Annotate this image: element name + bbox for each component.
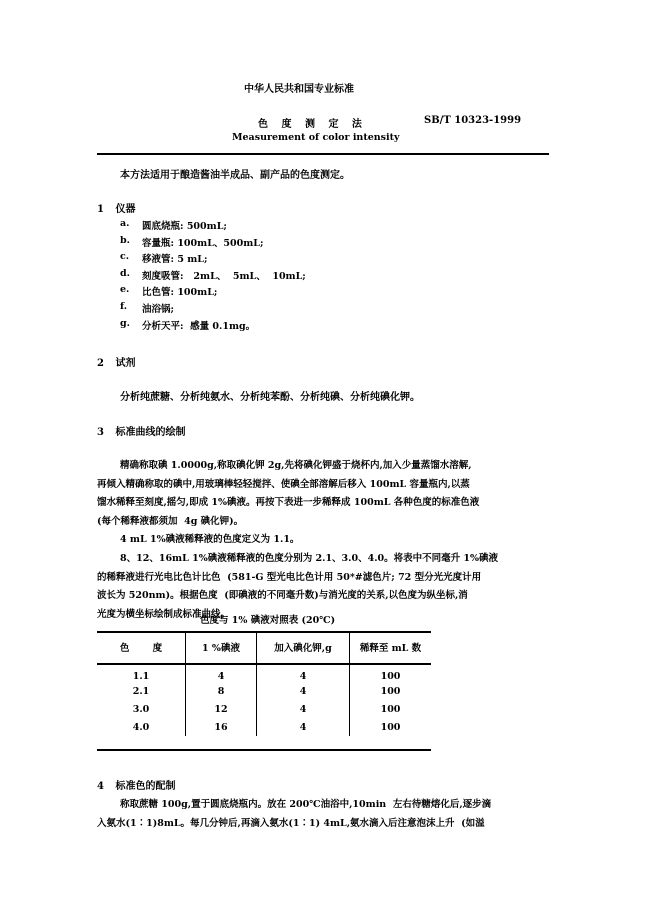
table-cell: 1.1 <box>132 671 150 682</box>
table-cell: 16 <box>186 718 257 736</box>
table-cell: 3.0 <box>132 703 150 715</box>
instrument-item-text: 容量瓶: 100mL、500mL; <box>142 237 264 249</box>
paragraph-line: 再倾入精确称取的碘中,用玻璃棒轻轻搅拌、使碘全部溶解后移入 100mL 容量瓶内,以蒸 <box>97 478 470 490</box>
section-title: 标准色的配制 <box>115 781 176 792</box>
section-heading-2 <box>97 354 135 369</box>
table-cell: 4 <box>186 663 257 682</box>
english-title: Measurement of color intensity <box>232 132 400 143</box>
table-cell: 4 <box>257 718 350 736</box>
paragraph-line: 8、12、16mL 1%碘液稀释液的色度分别为 2.1、3.0、4.0。将表中不同毫升 1%碘液 <box>120 553 499 564</box>
paragraph-line: 称取蔗糖 100g,置于圆底烧瓶内。放在 200℃油浴中,10min 左右待糖熔化后,逐步滴 <box>120 799 492 810</box>
instrument-item-mark: e. <box>120 284 130 296</box>
table-cell: 2.1 <box>132 685 150 697</box>
instrument-item-mark: d. <box>120 267 130 279</box>
table-row <box>97 663 431 682</box>
section-heading-3 <box>97 423 185 438</box>
table-caption: 色度与 1% 碘液对照表 (20℃) <box>200 615 336 626</box>
table-header-rule <box>97 663 431 665</box>
instrument-item-mark: c. <box>120 251 130 263</box>
paragraph-line: 波长为 520nm)。根据色度 (即碘液的不同毫升数)与消光度的关系,以色度为纵坐标,消 <box>97 590 468 602</box>
header-rule <box>97 153 549 155</box>
scope-statement: 本方法适用于酿造酱油半成品、副产品的色度测定。 <box>120 170 350 181</box>
table-cell: 100 <box>350 718 432 736</box>
table-header-row <box>97 631 431 663</box>
table-row <box>97 682 431 700</box>
instrument-item-text: 比色管: 100mL; <box>142 287 218 299</box>
document-title: 色 度 测 定 法 <box>258 119 367 130</box>
table-cell: 4 <box>257 682 350 700</box>
section-number: 2 <box>97 358 104 369</box>
header-color-intensity: 色 度 <box>119 643 163 654</box>
section-number: 3 <box>97 427 104 438</box>
section-heading-4 <box>97 777 175 792</box>
reagent-list: 分析纯蔗糖、分析纯氨水、分析纯苯酚、分析纯碘、分析纯碘化钾。 <box>120 392 420 403</box>
instrument-item-mark: f. <box>120 301 128 312</box>
instrument-item-text: 圆底烧瓶: 500mL; <box>142 221 227 232</box>
table-row <box>97 718 431 736</box>
table-bottom-rule <box>97 749 431 751</box>
section-number: 4 <box>97 781 104 792</box>
table-cell: 8 <box>186 682 257 700</box>
paragraph-line: 精确称取碘 1.0000g,称取碘化钾 2g,先将碘化钾盛于烧杯内,加入少量蒸馏水溶解, <box>120 460 472 471</box>
color-intensity-table <box>97 631 431 736</box>
paragraph-line: 的稀释液进行光电比色计比色 (581-G 型光电比色计用 50*#滤色片; 72 型分光光度计用 <box>97 571 482 583</box>
instrument-item-text: 分析天平: 感量 0.1mg。 <box>142 320 256 332</box>
header-potassium-iodide: 加入碘化钾,g <box>257 631 350 663</box>
table-cell: 4 <box>257 700 350 718</box>
header-dilution-volume: 稀释至 mL 数 <box>350 631 432 663</box>
paragraph-line: 光度为横坐标绘制成标准曲线。 <box>97 608 231 620</box>
table-cell: 100 <box>350 682 432 700</box>
paragraph-line: 4 mL 1%碘液稀释液的色度定义为 1.1。 <box>120 534 300 546</box>
paragraph-line: 馏水稀释至刻度,摇匀,即成 1%碘液。再按下表进一步稀释成 100mL 各种色度的标准色液 <box>97 497 480 509</box>
instrument-item-mark: a. <box>120 218 130 229</box>
table-cell: 12 <box>186 700 257 718</box>
instrument-item-text: 油浴锅; <box>142 304 175 315</box>
table-cell: 100 <box>350 663 432 682</box>
section-number: 1 <box>97 204 104 215</box>
table-cell: 100 <box>350 700 432 718</box>
standard-code: SB/T 10323-1999 <box>424 115 522 126</box>
instrument-item-text: 刻度吸管: 2mL、 5mL、 10mL; <box>142 270 306 282</box>
section-title: 标准曲线的绘制 <box>115 427 186 438</box>
instrument-item-text: 移液管: 5 mL; <box>142 254 208 266</box>
table-row <box>97 700 431 718</box>
header-iodine-solution: 1 %碘液 <box>186 631 257 663</box>
issuing-organization: 中华人民共和国专业标准 <box>244 84 354 95</box>
paragraph-line: 入氨水(1∶1)8mL。每几分钟后,再滴入氨水(1∶1) 4mL,氨水滴入后注意泡沫上升 (如溢 <box>97 818 485 829</box>
section-title: 仪器 <box>115 204 136 215</box>
section-heading-1 <box>97 200 135 215</box>
instrument-item-mark: b. <box>120 234 130 246</box>
section-title: 试剂 <box>115 358 136 369</box>
paragraph-line: (每个稀释液都须加 4g 碘化钾)。 <box>97 515 244 527</box>
table-cell: 4 <box>257 663 350 682</box>
table-cell: 4.0 <box>132 721 150 733</box>
instrument-item-mark: g. <box>120 317 130 329</box>
